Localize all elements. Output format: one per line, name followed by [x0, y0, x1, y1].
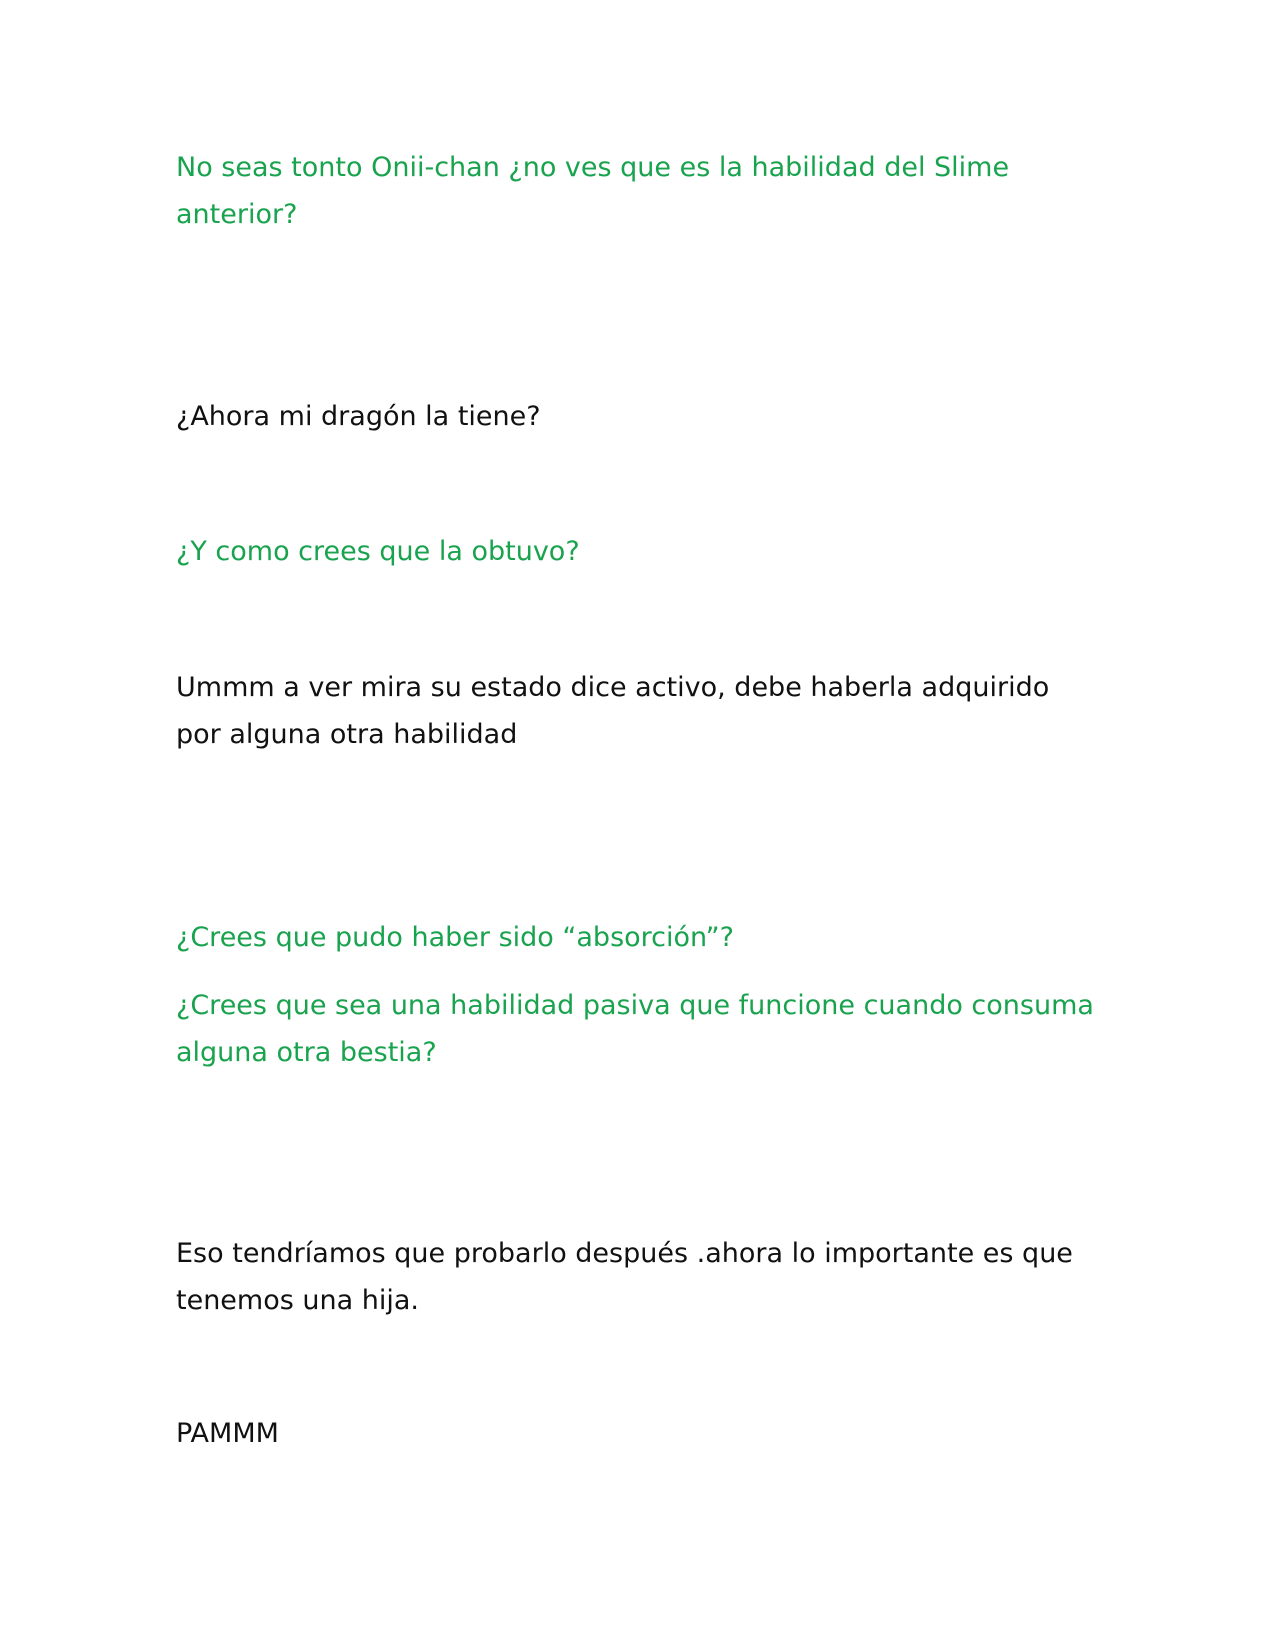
paragraph-dialogue-black-1: ¿Ahora mi dragón la tiene?: [176, 401, 541, 432]
paragraph-dialogue-black-3: Eso tendríamos que probarlo después .ahora lo importante es que tenemos una hija.: [176, 1238, 1073, 1316]
paragraph-dialogue-green-4: ¿Crees que sea una habilidad pasiva que funcione cuando consuma alguna otra bestia?: [176, 990, 1094, 1068]
paragraph-dialogue-green-3: ¿Crees que pudo haber sido “absorción”?: [176, 922, 734, 953]
paragraph-dialogue-black-2: Ummm a ver mira su estado dice activo, debe haberla adquirido por alguna otra habilidad: [176, 672, 1050, 750]
paragraph-sound-effect: PAMMM: [176, 1418, 279, 1449]
paragraph-dialogue-green-2: ¿Y como crees que la obtuvo?: [176, 536, 580, 567]
paragraph-dialogue-green-1: No seas tonto Onii-chan ¿no ves que es la habilidad del Slime anterior?: [176, 152, 1010, 230]
